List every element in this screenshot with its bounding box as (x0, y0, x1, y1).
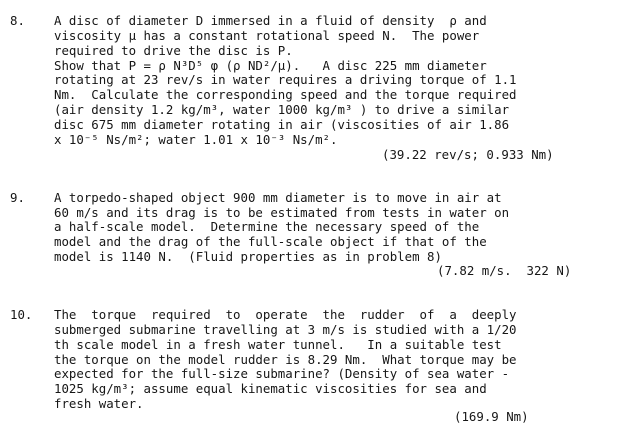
problem-text-line: Show that P = ρ N³D⁵ φ (ρ ND²/μ). A disc 225 mm diameter (54, 58, 487, 73)
problem-text-line: required to drive the disc is P. (54, 43, 293, 58)
problem-text-line: 60 m/s and its drag is to be estimated from tests in water on (54, 205, 510, 220)
problem-text-line: disc 675 mm diameter rotating in air (viscosities of air 1.86 (54, 117, 510, 132)
problem-text-line: the torque on the model rudder is 8.29 Nm. What torque may be (54, 352, 517, 367)
problem-text-line: 1025 kg/m³; assume equal kinematic viscosities for sea and (54, 381, 487, 396)
problem-answer: (7.82 m/s. 322 N) (437, 263, 572, 278)
problem-text-line: th scale model in a fresh water tunnel. In a suitable test (54, 337, 502, 352)
problem-text-line: The torque required to operate the rudder of a deeply (54, 307, 517, 322)
problem-text-line: submerged submarine travelling at 3 m/s is studied with a 1/20 (54, 322, 517, 337)
problem-text-line: rotating at 23 rev/s in water requires a driving torque of 1.1 (54, 72, 517, 87)
problem-text-line: viscosity μ has a constant rotational speed N. The power (54, 28, 480, 43)
problem-number: 8. (10, 13, 25, 28)
problem-answer: (169.9 Nm) (454, 409, 529, 424)
problem-text-line: model is 1140 N. (Fluid properties as in problem 8) (54, 249, 442, 264)
problem-text-line: Nm. Calculate the corresponding speed and the torque required (54, 87, 517, 102)
problem-text-line: fresh water. (54, 396, 144, 411)
problem-text-line: expected for the full-size submarine? (Density of sea water - (54, 366, 510, 381)
problem-text-line: a half-scale model. Determine the necessary speed of the (54, 219, 480, 234)
problem-text-line: x 10⁻⁵ Ns/m²; water 1.01 x 10⁻³ Ns/m². (54, 132, 338, 147)
problem-number: 9. (10, 190, 25, 205)
problem-text-line: A disc of diameter D immersed in a fluid of density ρ and (54, 13, 487, 28)
problem-text-line: model and the drag of the full-scale object if that of the (54, 234, 487, 249)
problem-text-line: (air density 1.2 kg/m³, water 1000 kg/m³ ) to drive a similar (54, 102, 510, 117)
problem-text-line: A torpedo-shaped object 900 mm diameter is to move in air at (54, 190, 502, 205)
problem-answer: (39.22 rev/s; 0.933 Nm) (382, 147, 554, 162)
problem-number: 10. (10, 307, 33, 322)
